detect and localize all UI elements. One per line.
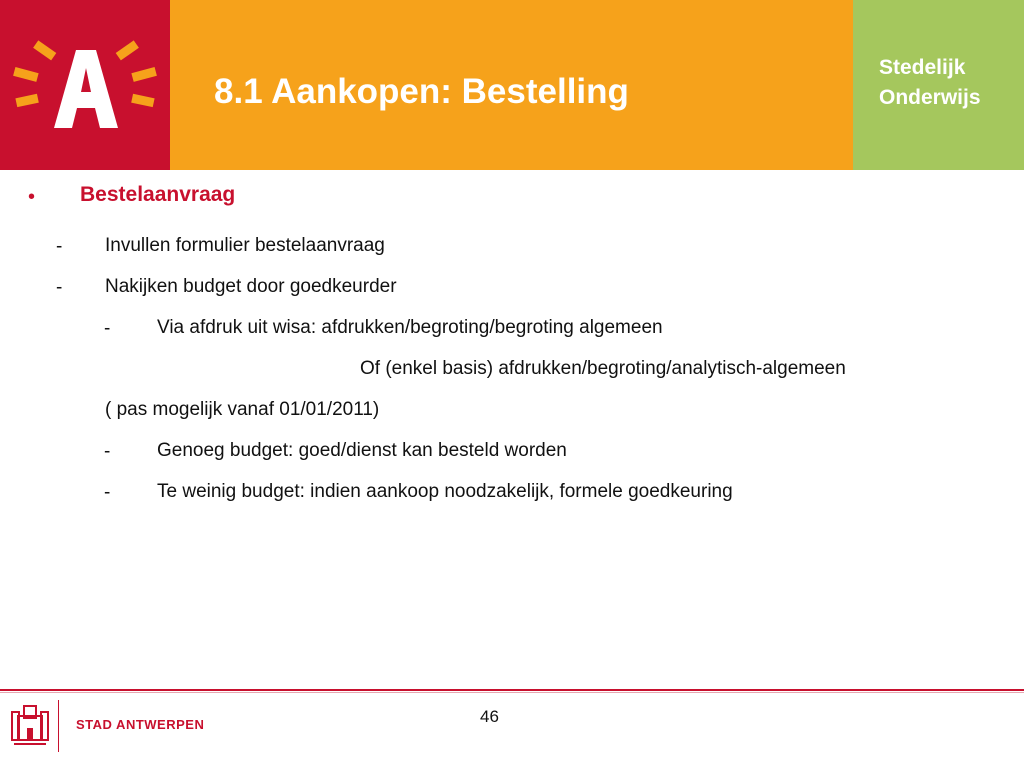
list-item: Of (enkel basis) afdrukken/begroting/analytisch-algemeen [360,358,846,379]
footer-rule-thin [0,692,1024,693]
footer-city-name: STAD ANTWERPEN [76,717,205,732]
city-crest-icon [10,700,50,748]
footer-rule [0,689,1024,691]
slide-title: 8.1 Aankopen: Bestelling [214,72,629,111]
dash-icon: - [56,277,63,298]
dash-icon: - [104,441,111,462]
page-number: 46 [480,707,499,726]
brand-line-2: Onderwijs [879,86,981,109]
bullet-icon: • [28,186,36,208]
footer-divider [58,700,59,752]
title-band [170,0,853,170]
slide-content [0,170,1024,690]
section-heading: Bestelaanvraag [80,183,236,206]
brand-line-1: Stedelijk [879,56,966,79]
list-item: Via afdruk uit wisa: afdrukken/begroting/begroting algemeen [157,317,663,338]
list-item: Nakijken budget door goedkeurder [105,276,397,297]
dash-icon: - [104,318,111,339]
list-item: Te weinig budget: indien aankoop noodzakelijk, formele goedkeuring [157,481,733,502]
slide-header [0,0,1024,170]
brand-text [879,53,981,113]
dash-icon: - [104,482,111,503]
list-item: Genoeg budget: goed/dienst kan besteld worden [157,440,567,461]
list-item: ( pas mogelijk vanaf 01/01/2011) [105,399,380,420]
antwerp-a-logo [0,0,170,170]
brand-band [853,0,1024,170]
dash-icon: - [56,236,63,257]
list-item: Invullen formulier bestelaanvraag [105,235,385,256]
antwerp-a-logo-icon [0,0,170,170]
